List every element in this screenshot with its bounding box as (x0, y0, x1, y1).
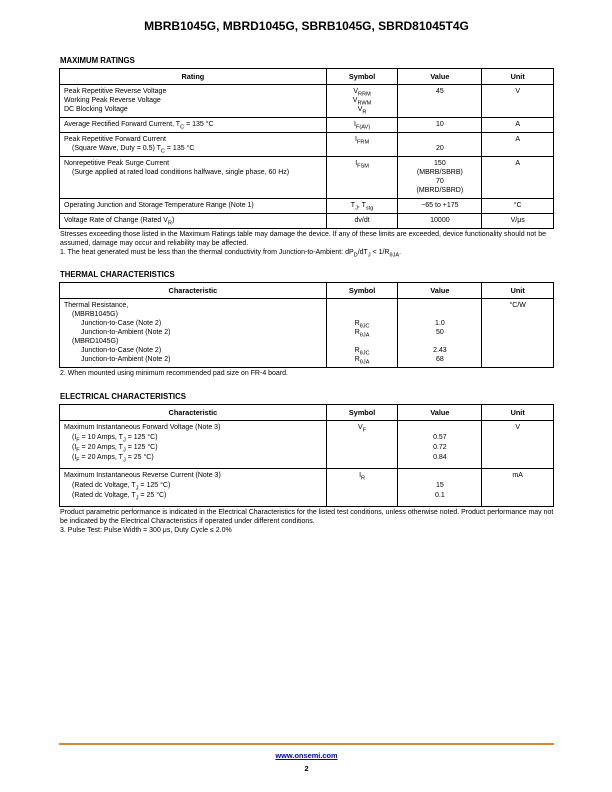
cell-line: (MBRB1045G) (72, 311, 118, 319)
cell-line: $I_{F(AV)}$ (354, 121, 371, 131)
cell-line (399, 337, 480, 346)
cell-line: Average Rectified Forward Current, $T_C = 135$ °C (64, 121, 214, 131)
section-heading-electrical: ELECTRICAL CHARACTERISTICS (60, 392, 186, 402)
cell-line: $V_{RWM}$ (352, 97, 372, 107)
section-heading-thermal: THERMAL CHARACTERISTICS (60, 270, 175, 280)
cell-rating (60, 214, 327, 229)
document-content (59, 0, 554, 536)
cell-line: Junction-to-Ambient (Note 2) (81, 329, 171, 337)
cell-unit: V (482, 421, 554, 469)
cell-symbol (326, 214, 398, 229)
cell-line: 45 (435, 88, 444, 95)
cell-rating (60, 199, 327, 214)
cell-characteristic (60, 421, 327, 469)
cell-symbol (326, 157, 398, 199)
row-thermal-resistance (60, 299, 554, 368)
cell-unit: mA (482, 469, 554, 507)
cell-line: 150 (434, 160, 446, 167)
cell-line: 70 (435, 178, 444, 185)
cell-rating (60, 118, 327, 133)
cell-line: $I_{FRM}$ (355, 136, 370, 146)
cell-line: 10 (435, 121, 444, 128)
cell-line: Junction-to-Ambient (Note 2) (81, 356, 171, 364)
cell-unit: A (482, 118, 554, 133)
cell-line: $R_{\theta JA}$ (354, 356, 370, 366)
cell-line: 20 (435, 145, 444, 152)
col-header-characteristic: Characteristic (60, 283, 327, 299)
cell-line: 0.57 (433, 434, 447, 442)
max-ratings-notes (60, 231, 554, 257)
electrical-notes (60, 509, 554, 535)
col-header-unit: Unit (482, 283, 554, 299)
cell-line: $R_{\theta JA}$ (354, 329, 370, 339)
cell-line: ($I_F = 10$ Amps, $T_J = 125$ °C) (72, 434, 158, 444)
cell-line: Nonrepetitive Peak Surge Current (64, 160, 170, 167)
cell-line: $R_{\theta JC}$ (354, 320, 370, 330)
cell-line (328, 301, 397, 310)
cell-line: Maximum Instantaneous Forward Voltage (Note 3) (64, 424, 221, 432)
row-reverse-voltage (60, 85, 554, 118)
cell-line: Maximum Instantaneous Reverse Current (Note 3) (64, 472, 221, 480)
cell-symbol (326, 469, 398, 507)
cell-line: Thermal Resistance, (64, 302, 129, 310)
cell-line: $I_{FSM}$ (355, 160, 369, 170)
row-average-forward-current (60, 118, 554, 133)
col-header-symbol: Symbol (326, 69, 398, 85)
row-dvdt (60, 214, 554, 229)
page-number: 2 (304, 764, 309, 773)
cell-characteristic (60, 299, 327, 368)
cell-line: Voltage Rate of Change (Rated $V_R$) (64, 217, 175, 227)
cell-line: Working Peak Reverse Voltage (64, 97, 161, 104)
cell-unit: °C (482, 199, 554, 214)
cell-unit: A (482, 133, 554, 157)
cell-line: $I_R$ (359, 472, 366, 482)
col-header-unit: Unit (482, 69, 554, 85)
parametric-footnote: Product parametric performance is indicated in the Electrical Characteristics for the listed test conditions, unless otherwise noted. Product performance may not be indicated by the Electrical Characteristics if operated under different conditions. (60, 509, 554, 525)
cell-line (399, 135, 480, 144)
cell-line: Peak Repetitive Reverse Voltage (64, 88, 167, 95)
note-3: 3. Pulse Test: Pulse Width = 300 μs, Duty Cycle ≤ 2.0% (60, 526, 232, 534)
cell-line: 2.43 (433, 347, 447, 355)
cell-line: 0.1 (435, 492, 445, 500)
page-title: MBRB1045G, MBRD1045G, SBRB1045G, SBRD81045T4G (144, 19, 469, 33)
cell-line: $V_F$ (358, 424, 367, 434)
cell-line: (MBRB/SBRB) (416, 169, 463, 176)
col-header-rating: Rating (60, 69, 327, 85)
cell-characteristic (60, 469, 327, 507)
cell-line: (MBRD1045G) (72, 338, 119, 346)
cell-line: 68 (435, 356, 444, 364)
electrical-characteristics-table (59, 404, 554, 507)
cell-line (399, 310, 480, 319)
cell-line: Operating Junction and Storage Temperature Range (Note 1) (64, 202, 254, 209)
cell-line: Peak Repetitive Forward Current (64, 136, 166, 143)
cell-line: (Square Wave, Duty = 0.5) $T_C = 135$ °C (72, 145, 195, 155)
cell-line: ($I_F = 20$ Amps, $T_J = 125$ °C) (72, 444, 158, 454)
cell-line: Junction-to-Case (Note 2) (81, 347, 162, 355)
cell-line: $T_J$, $T_{stg}$ (350, 202, 374, 212)
cell-line: 1.0 (435, 320, 445, 328)
cell-line: 15 (435, 482, 444, 490)
cell-value (398, 133, 482, 157)
col-header-characteristic: Characteristic (60, 405, 327, 421)
cell-line (399, 423, 480, 433)
header-row (60, 283, 554, 299)
cell-line: (Rated dc Voltage, $T_J = 125$ °C) (72, 482, 171, 492)
maximum-ratings-table (59, 68, 554, 229)
cell-line: 0.72 (433, 444, 447, 452)
page-footer (59, 743, 554, 773)
header-row (60, 69, 554, 85)
cell-line: 10000 (430, 217, 450, 224)
cell-line: (Surge applied at rated load conditions halfwave, single phase, 60 Hz) (72, 169, 290, 176)
row-temperature-range (60, 199, 554, 214)
cell-line: $V_{RRM}$ (353, 88, 371, 98)
cell-line: −65 to +175 (421, 202, 459, 209)
footer-rule (59, 743, 554, 745)
cell-symbol (326, 421, 398, 469)
cell-line: DC Blocking Voltage (64, 106, 128, 113)
cell-line (399, 301, 480, 310)
col-header-symbol: Symbol (326, 405, 398, 421)
cell-symbol (326, 299, 398, 368)
cell-symbol (326, 85, 398, 118)
cell-line: (Rated dc Voltage, $T_J = 25$ °C) (72, 492, 167, 502)
cell-value (398, 157, 482, 199)
cell-line: (MBRD/SBRD) (416, 187, 464, 194)
section-heading-maximum-ratings: MAXIMUM RATINGS (60, 56, 135, 65)
row-forward-voltage (60, 421, 554, 469)
cell-unit: V (482, 85, 554, 118)
col-header-value: Value (398, 405, 482, 421)
cell-value (398, 421, 482, 469)
cell-line: $R_{\theta JC}$ (354, 347, 370, 357)
cell-symbol (326, 118, 398, 133)
cell-line: ($I_F = 20$ Amps, $T_J = 25$ °C) (72, 454, 154, 464)
col-header-unit: Unit (482, 405, 554, 421)
header-row (60, 405, 554, 421)
cell-value (398, 299, 482, 368)
cell-symbol (326, 199, 398, 214)
cell-line (328, 310, 397, 319)
row-surge-current (60, 157, 554, 199)
cell-value (398, 469, 482, 507)
cell-line: dv/dt (354, 217, 370, 224)
cell-value (398, 85, 482, 118)
note-1: 1. The heat generated must be less than the thermal conductivity from Junction-to-Ambient: $dP_D/dT_J < 1/R_{\theta JA}$. (60, 248, 402, 258)
thermal-characteristics-table (59, 282, 554, 368)
footer-link[interactable]: www.onsemi.com (275, 751, 338, 760)
cell-rating (60, 133, 327, 157)
cell-line: $V_R$ (357, 106, 367, 116)
cell-unit: A (482, 157, 554, 199)
col-header-value: Value (398, 283, 482, 299)
cell-unit: V/μs (482, 214, 554, 229)
cell-rating (60, 157, 327, 199)
cell-value (398, 199, 482, 214)
thermal-notes (60, 370, 554, 379)
cell-line: Junction-to-Case (Note 2) (81, 320, 162, 328)
cell-rating (60, 85, 327, 118)
stress-footnote: Stresses exceeding those listed in the Maximum Ratings table may damage the device. If any of these limits are exceeded, device functionality should not be assumed, damage may occur and reliability may be affected. (60, 231, 546, 247)
cell-unit: °C/W (482, 299, 554, 368)
cell-value (398, 118, 482, 133)
row-peak-repetitive-forward-current (60, 133, 554, 157)
cell-symbol (326, 133, 398, 157)
row-reverse-current (60, 469, 554, 507)
cell-value (398, 214, 482, 229)
col-header-symbol: Symbol (326, 283, 398, 299)
note-2: 2. When mounted using minimum recommended pad size on FR-4 board. (60, 370, 288, 378)
cell-line (399, 471, 480, 481)
cell-line (328, 337, 397, 346)
cell-line: 0.84 (433, 454, 447, 462)
col-header-value: Value (398, 69, 482, 85)
cell-line: 50 (435, 329, 444, 337)
